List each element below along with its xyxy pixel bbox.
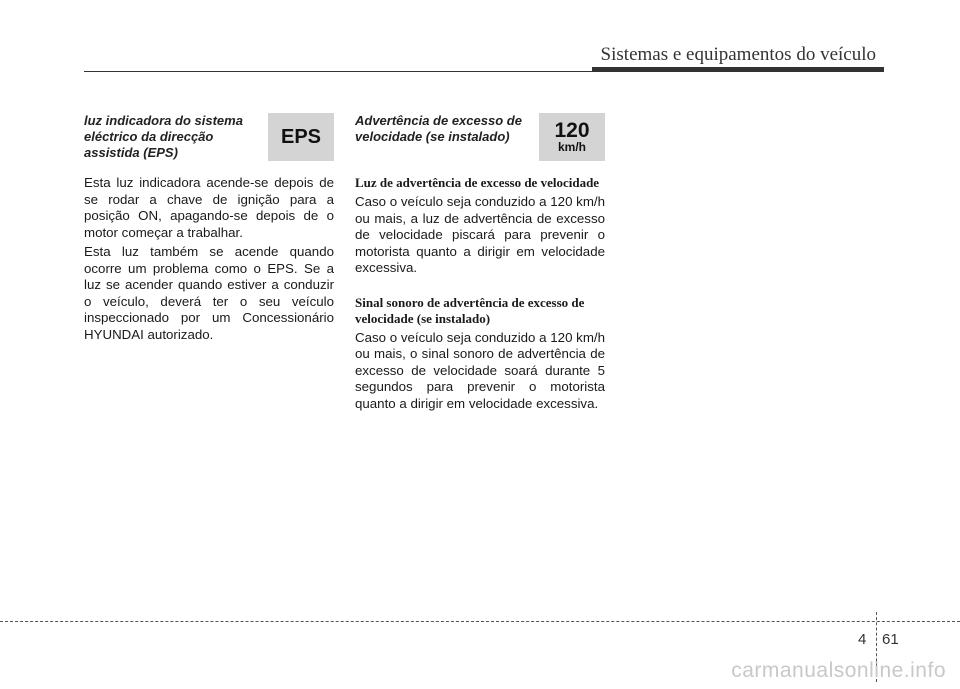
speed-chime-text: Caso o veículo seja conduzido a 120 km/h ou mais, o sinal sonoro de advertência de excesso de velocidade soará durante 5 segundos para prevenir o motorista quanto a dirigir em velocidade excessiva. [355,329,605,411]
eps-section-title: luz indicadora do sistema eléctrico da direcção assistida (EPS) [84,113,243,160]
eps-section-header [84,113,334,163]
eps-icon-label: EPS [280,125,322,148]
right-column [355,113,605,412]
speed-light-heading: Luz de advertência de excesso de velocidade [355,175,600,190]
speed-icon-unit: km/h [557,140,586,154]
watermark: carmanualsonline.info [731,659,946,682]
eps-paragraph-2: Esta luz também se acende quando ocorre um problema como o EPS. Se a luz se acender quando estiver a conduzir o veículo, deverá ter o seu veículo inspeccionado por um Concessionário HYUNDAI autorizado. [84,244,334,342]
page-number: 61 [882,631,899,648]
left-column [84,113,334,343]
speed-light-text: Caso o veículo seja conduzido a 120 km/h ou mais, a luz de advertência de excesso de velocidade piscará para prevenir o motorista quanto a dirigir em velocidade excessiva. [355,194,605,275]
eps-warning-icon [268,113,334,161]
speed-section-title: Advertência de excesso de velocidade (se instalado) [355,113,522,144]
chapter-number: 4 [858,631,867,648]
footer-rule [0,621,960,622]
speed-icon-number: 120 [554,119,590,142]
speed-chime-heading: Sinal sonoro de advertência de excesso de velocidade (se instalado) [355,294,585,326]
speed-warning-icon [539,113,605,161]
eps-paragraph-1: Esta luz indicadora acende-se depois de se rodar a chave de ignição para a posição ON, apagando-se depois de o motor começar a trabalhar. [84,175,334,240]
header-title: Sistemas e equipamentos do veículo [600,44,876,65]
speed-section-header [355,113,605,163]
header-rule-accent [592,67,884,72]
